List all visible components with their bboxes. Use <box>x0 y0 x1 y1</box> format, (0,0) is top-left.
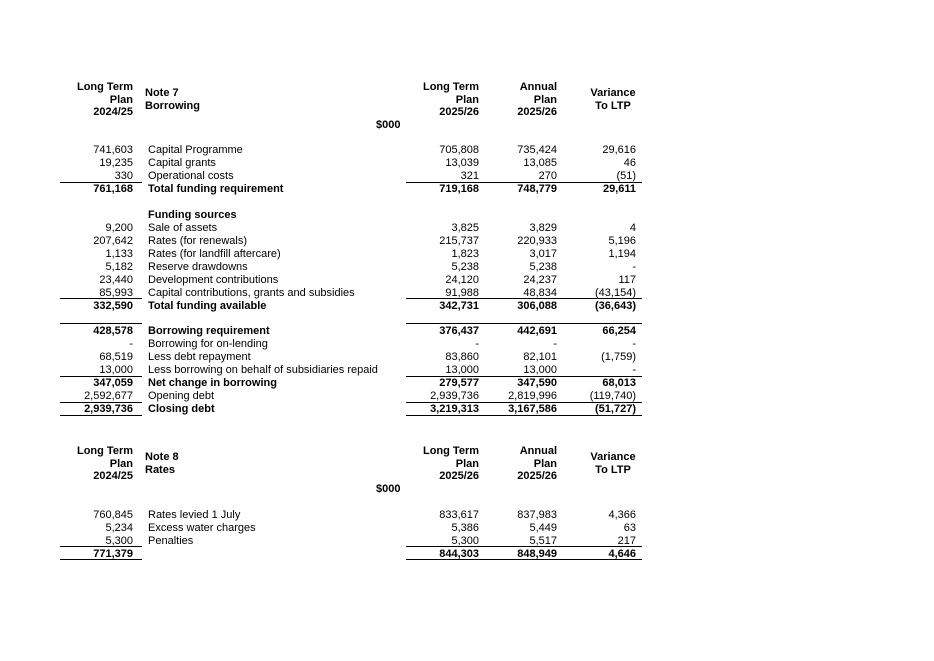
value-ltp-2025-26: 321 <box>460 170 479 182</box>
rule-line <box>60 376 142 377</box>
value-ltp-2025-26: 24,120 <box>445 274 479 286</box>
value-annual-plan-2025-26: 13,085 <box>523 157 557 169</box>
value-ltp-2025-26: 3,825 <box>451 222 479 234</box>
header-annual-plan-2025-26: Annual Plan 2025/26 <box>517 81 557 118</box>
value-ltp-2025-26: 215,737 <box>439 235 479 247</box>
value-variance: 29,611 <box>602 183 636 195</box>
row-label: Closing debt <box>148 403 215 415</box>
value-annual-plan-2025-26: 48,834 <box>523 287 557 299</box>
value-ltp-2025-26: 83,860 <box>445 351 479 363</box>
value-ltp-2024-25: 347,059 <box>93 377 133 389</box>
table-row <box>0 351 934 364</box>
header-long-term-plan-2024-25: Long Term Plan 2024/25 <box>76 81 133 118</box>
row-label: Rates levied 1 July <box>148 509 241 521</box>
value-variance: - <box>632 261 636 273</box>
value-annual-plan-2025-26: 82,101 <box>523 351 557 363</box>
unit-label: $000 <box>376 119 401 131</box>
rule-line <box>60 546 142 547</box>
value-ltp-2025-26: 3,219,313 <box>430 403 479 415</box>
value-ltp-2024-25: 9,200 <box>105 222 133 234</box>
value-ltp-2025-26: 844,303 <box>439 548 479 560</box>
table-row <box>0 522 934 535</box>
value-annual-plan-2025-26: 442,691 <box>517 325 557 337</box>
table-row <box>0 261 934 274</box>
rule-line <box>60 402 142 403</box>
value-ltp-2025-26: 1,823 <box>451 248 479 260</box>
table-row <box>0 248 934 261</box>
value-annual-plan-2025-26: 837,983 <box>517 509 557 521</box>
value-ltp-2025-26: 342,731 <box>439 300 479 312</box>
value-ltp-2024-25: - <box>129 338 133 350</box>
value-ltp-2024-25: 741,603 <box>93 144 133 156</box>
value-annual-plan-2025-26: 270 <box>538 170 557 182</box>
value-ltp-2024-25: 5,234 <box>105 522 133 534</box>
value-variance: 29,616 <box>602 144 636 156</box>
header-variance-to-ltp: Variance To LTP <box>590 451 636 476</box>
rule-line <box>406 415 642 416</box>
row-label: Capital grants <box>148 157 216 169</box>
value-variance: 68,013 <box>602 377 636 389</box>
value-annual-plan-2025-26: 848,949 <box>517 548 557 560</box>
rule-line <box>406 546 642 547</box>
value-ltp-2024-25: 19,235 <box>99 157 133 169</box>
value-ltp-2024-25: 428,578 <box>93 325 133 337</box>
value-variance: 5,196 <box>608 235 636 247</box>
rule-line <box>406 402 642 403</box>
rule-line <box>60 415 142 416</box>
table-row <box>0 222 934 235</box>
value-variance: 4 <box>629 222 636 234</box>
row-label: Opening debt <box>148 390 215 402</box>
note-title: Note 8 Rates <box>145 451 179 476</box>
value-variance: - <box>632 364 636 376</box>
table-row <box>0 300 934 313</box>
row-label: Borrowing requirement <box>148 325 270 337</box>
header-long-term-plan-2024-25: Long Term Plan 2024/25 <box>76 445 133 482</box>
value-variance: 4,646 <box>608 548 636 560</box>
unit-label: $000 <box>376 483 401 495</box>
row-label: Borrowing for on-lending <box>148 338 268 350</box>
value-annual-plan-2025-26: 2,819,996 <box>508 390 557 402</box>
table-row <box>0 377 934 390</box>
table-row <box>0 274 934 287</box>
table-row <box>0 157 934 170</box>
value-ltp-2025-26: 376,437 <box>439 325 479 337</box>
value-variance: 4,366 <box>608 509 636 521</box>
value-variance: 117 <box>618 274 636 286</box>
value-annual-plan-2025-26: 13,000 <box>523 364 557 376</box>
value-variance: 1,194 <box>608 248 636 260</box>
row-label: Excess water charges <box>148 522 256 534</box>
header-variance-to-ltp: Variance To LTP <box>590 87 636 112</box>
row-label: Total funding available <box>148 300 267 312</box>
value-ltp-2025-26: 91,988 <box>445 287 479 299</box>
note-title: Note 7 Borrowing <box>145 87 200 112</box>
value-ltp-2024-25: 771,379 <box>93 548 133 560</box>
table-row <box>0 509 934 522</box>
value-annual-plan-2025-26: 5,449 <box>529 522 557 534</box>
value-annual-plan-2025-26: - <box>553 338 557 350</box>
value-ltp-2025-26: 2,939,736 <box>430 390 479 402</box>
rule-line <box>406 376 642 377</box>
row-label: Capital contributions, grants and subsidies <box>148 287 355 299</box>
value-ltp-2025-26: 705,808 <box>439 144 479 156</box>
value-ltp-2025-26: 833,617 <box>439 509 479 521</box>
value-ltp-2024-25: 761,168 <box>93 183 133 195</box>
value-variance: 66,254 <box>602 325 636 337</box>
rule-line <box>60 559 142 560</box>
value-ltp-2025-26: 13,000 <box>445 364 479 376</box>
value-annual-plan-2025-26: 24,237 <box>523 274 557 286</box>
rule-line <box>60 298 142 299</box>
value-ltp-2025-26: - <box>475 338 479 350</box>
value-ltp-2024-25: 85,993 <box>99 287 133 299</box>
table-row <box>0 325 934 338</box>
row-label: Total funding requirement <box>148 183 284 195</box>
value-ltp-2024-25: 207,642 <box>93 235 133 247</box>
value-variance: (36,643) <box>595 300 636 312</box>
value-ltp-2024-25: 760,845 <box>93 509 133 521</box>
row-label: Net change in borrowing <box>148 377 277 389</box>
row-label: Rates (for landfill aftercare) <box>148 248 281 260</box>
row-label: Less borrowing on behalf of subsidiaries repaid <box>148 364 378 376</box>
row-label: Sale of assets <box>148 222 218 234</box>
value-ltp-2024-25: 330 <box>114 170 133 182</box>
row-label: Penalties <box>148 535 194 547</box>
value-annual-plan-2025-26: 347,590 <box>517 377 557 389</box>
rule-line <box>406 323 642 324</box>
value-ltp-2024-25: 2,939,736 <box>84 403 133 415</box>
value-ltp-2025-26: 719,168 <box>439 183 479 195</box>
table-row <box>0 338 934 351</box>
value-annual-plan-2025-26: 5,238 <box>529 261 557 273</box>
row-label: Reserve drawdowns <box>148 261 248 273</box>
table-row <box>0 209 934 222</box>
rule-line <box>60 323 142 324</box>
value-annual-plan-2025-26: 5,517 <box>529 535 557 547</box>
table-row <box>0 183 934 196</box>
value-ltp-2025-26: 5,300 <box>451 535 479 547</box>
value-annual-plan-2025-26: 735,424 <box>517 144 557 156</box>
rule-line <box>406 559 642 560</box>
value-variance: 46 <box>623 157 636 169</box>
value-ltp-2024-25: 332,590 <box>93 300 133 312</box>
value-ltp-2025-26: 5,238 <box>451 261 479 273</box>
value-ltp-2025-26: 279,577 <box>439 377 479 389</box>
value-variance: (51,727) <box>595 403 636 415</box>
value-ltp-2024-25: 5,300 <box>105 535 133 547</box>
value-ltp-2025-26: 5,386 <box>451 522 479 534</box>
value-variance: 63 <box>623 522 636 534</box>
value-ltp-2024-25: 2,592,677 <box>84 390 133 402</box>
rule-line <box>60 182 142 183</box>
header-annual-plan-2025-26: Annual Plan 2025/26 <box>517 445 557 482</box>
value-variance: - <box>632 338 636 350</box>
value-ltp-2024-25: 1,133 <box>105 248 133 260</box>
row-label: Funding sources <box>148 209 237 221</box>
value-ltp-2024-25: 68,519 <box>99 351 133 363</box>
table-row <box>0 235 934 248</box>
row-label: Capital Programme <box>148 144 243 156</box>
value-ltp-2024-25: 13,000 <box>99 364 133 376</box>
value-annual-plan-2025-26: 3,829 <box>529 222 557 234</box>
row-label: Development contributions <box>148 274 279 286</box>
value-annual-plan-2025-26: 748,779 <box>517 183 557 195</box>
value-ltp-2024-25: 5,182 <box>105 261 133 273</box>
value-ltp-2024-25: 23,440 <box>99 274 133 286</box>
header-long-term-plan-2025-26: Long Term Plan 2025/26 <box>422 81 479 118</box>
value-annual-plan-2025-26: 220,933 <box>517 235 557 247</box>
rule-line <box>406 298 642 299</box>
value-annual-plan-2025-26: 3,167,586 <box>508 403 557 415</box>
header-long-term-plan-2025-26: Long Term Plan 2025/26 <box>422 445 479 482</box>
value-annual-plan-2025-26: 3,017 <box>529 248 557 260</box>
row-label: Less debt repayment <box>148 351 251 363</box>
value-ltp-2025-26: 13,039 <box>445 157 479 169</box>
value-variance: (43,154) <box>595 287 636 299</box>
value-variance: (1,759) <box>601 351 636 363</box>
value-variance: 217 <box>617 535 636 547</box>
rule-line <box>406 182 642 183</box>
row-label: Operational costs <box>148 170 234 182</box>
row-label: Rates (for renewals) <box>148 235 248 247</box>
table-row <box>0 144 934 157</box>
value-variance: (119,740) <box>589 390 636 402</box>
value-variance: (51) <box>616 170 636 182</box>
value-annual-plan-2025-26: 306,088 <box>517 300 557 312</box>
